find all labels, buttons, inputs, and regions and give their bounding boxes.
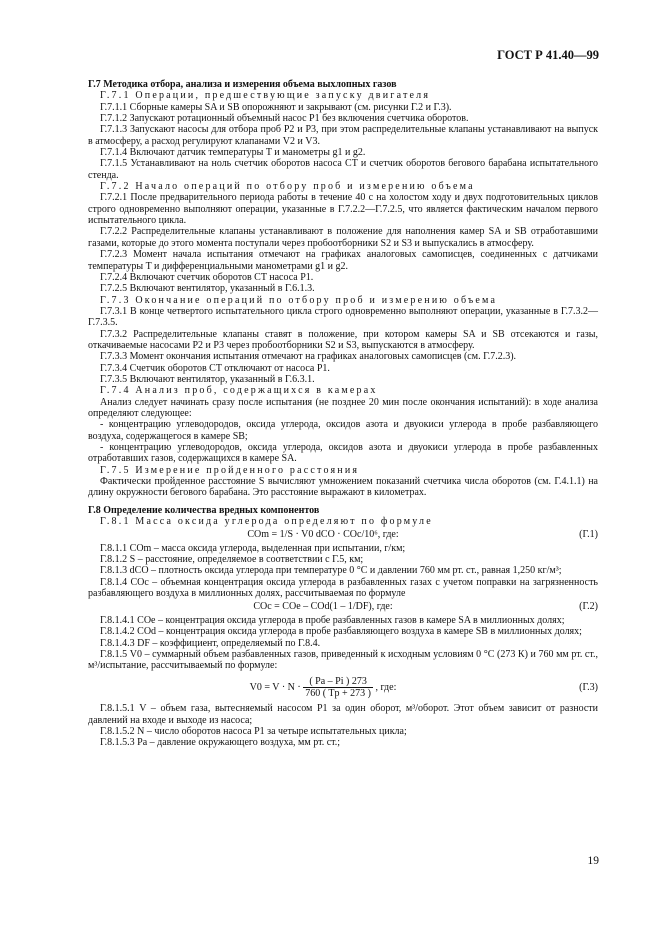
text-block-3 bbox=[88, 615, 598, 672]
paragraph: Г.8.1.5.3 Pa – давление окружающего воздуха, мм рт. ст.; bbox=[100, 737, 341, 749]
formula-g2-number: (Г.2) bbox=[579, 601, 598, 613]
subsection-heading: Г.7.3 Окончание операций по отбору проб и измерению объема bbox=[100, 294, 498, 306]
paragraph: Г.8.1.5.2 N – число оборотов насоса P1 за четыре испытательных цикла; bbox=[100, 725, 407, 737]
formula-g2-expression: COc = COe – COd(1 – 1/DF), где: bbox=[253, 601, 393, 613]
paragraph: Г.8.1.4.2 COd – концентрация оксида углерода в пробе разбавляющего воздуха в камере SB в миллионных долях; bbox=[100, 626, 582, 638]
paragraph: Г.7.3.3 Момент окончания испытания отмечают на графиках аналоговых самописцев (см. Г.7.2.3). bbox=[100, 351, 517, 363]
text-block-1 bbox=[88, 79, 598, 527]
subsection-heading: Г.8.1 Масса оксида углерода определяют по формуле bbox=[100, 516, 433, 528]
paragraph: Г.7.1.5 Устанавливают на ноль счетчик оборотов насоса CT и счетчик оборотов бегового барабана испытательного стенда. bbox=[88, 158, 598, 181]
formula-g1-expression: COm = 1/S · V0 dCO · COc/10⁶, где: bbox=[247, 529, 399, 541]
formula-g2 bbox=[88, 601, 598, 612]
subsection-heading: Г.7.5 Измерение пройденного расстояния bbox=[100, 464, 360, 476]
formula-g3-fraction bbox=[303, 676, 373, 700]
subsection-heading: Г.7.2 Начало операций по отбору проб и измерению объема bbox=[100, 181, 475, 193]
subsection-heading: Г.7.1 Операции, предшествующие запуску двигателя bbox=[100, 90, 431, 102]
paragraph: Г.8.1.4.3 DF – коэффициент, определяемый по Г.8.4. bbox=[100, 637, 321, 649]
formula-g1 bbox=[88, 529, 598, 540]
paragraph: Г.7.3.1 В конце четвертого испытательного цикла строго одновременно выполняют операции, указанные в Г.7.3.2—Г.7.3.5. bbox=[88, 305, 598, 329]
formula-g3-tail: , где: bbox=[375, 681, 397, 693]
paragraph: Г.7.1.2 Запускают ротационный объемный насос P1 без включения счетчика оборотов. bbox=[100, 113, 469, 125]
paragraph: Г.8.1.5 V0 – суммарный объем разбавленных газов, приведенный к исходным условиям 0 °С (273 К) и 760 мм рт. ст., м³/испытание, рассчитываемый по формуле: bbox=[88, 648, 598, 672]
formula-g3-lhs: V0 = V · N · bbox=[249, 681, 301, 693]
section-heading: Г.7 Методика отбора, анализа и измерения объема выхлопных газов bbox=[88, 79, 397, 90]
formula-g3-expression bbox=[88, 676, 558, 700]
paragraph: Г.7.1.4 Включают датчик температуры T и манометры g1 и g2. bbox=[100, 147, 366, 159]
paragraph: Г.8.1.3 dCO – плотность оксида углерода при температуре 0 °С и давлении 760 мм рт. ст., равная 1,250 кг/м³; bbox=[100, 565, 562, 577]
paragraph: Г.7.2.3 Момент начала испытания отмечают на графиках аналоговых самописцев, соединенных с датчиками температуры T и дифференциальными манометрами g1 и g2. bbox=[88, 249, 598, 272]
paragraph: Г.7.2.2 Распределительные клапаны устанавливают в положение для наполнения камер SA и SB отработавшими газами, которые до этого момента поступали через пробоотборники S2 и S3 и выпускались в атмосферу. bbox=[88, 226, 598, 249]
section-heading: Г.8 Определение количества вредных компонентов bbox=[88, 504, 320, 516]
formula-g1-number: (Г.1) bbox=[579, 529, 598, 541]
paragraph: Г.7.3.5 Включают вентилятор, указанный в Г.6.3.1. bbox=[100, 373, 315, 385]
document-body bbox=[88, 79, 598, 749]
paragraph: Г.7.3.4 Счетчик оборотов CT отключают от насоса P1. bbox=[100, 362, 330, 374]
subsection-heading: Г.7.4 Анализ проб, содержащихся в камерах bbox=[100, 385, 378, 397]
paragraph: Г.8.1.4 COc – объемная концентрация оксида углерода в разбавленных газах с учетом поправки на загрязненность разбавляющего воздуха в миллионных долях, рассчитываемая по формуле bbox=[88, 576, 598, 600]
paragraph: Г.7.2.1 После предварительного периода работы в течение 40 с на холостом ходу и двух подготовительных циклов строго одновременно выполняют операции, указанные в Г.7.2.2—Г.7.2.5, что является фактическим началом первого испытательного цикла. bbox=[88, 192, 598, 227]
formula-g3-number: (Г.3) bbox=[579, 681, 598, 693]
paragraph: Г.8.1.2 S – расстояние, определяемое в соответствии с Г.5, км; bbox=[100, 554, 364, 566]
page-number: 19 bbox=[587, 855, 599, 867]
formula-g3-numerator: ( Pa – Pi ) 273 bbox=[303, 676, 373, 688]
text-block-4 bbox=[88, 703, 598, 748]
text-block-2 bbox=[88, 543, 598, 600]
paragraph: Г.7.2.4 Включают счетчик оборотов CT насоса P1. bbox=[100, 271, 314, 283]
paragraph: Анализ следует начинать сразу после испытания (не позднее 20 мин после окончания испытаний): в ходе анализа определяют следующее: bbox=[88, 396, 598, 419]
document-header: ГОСТ Р 41.40—99 bbox=[497, 48, 599, 62]
paragraph: Фактически пройденное расстояние S вычисляют умножением показаний счетчика числа оборотов (см. Г.4.1.1) на длину окружности бегового барабана. Это расстояние выражают в километрах. bbox=[88, 476, 598, 499]
paragraph: Г.7.1.1 Сборные камеры SA и SB опорожняют и закрывают (см. рисунки Г.2 и Г.3). bbox=[100, 101, 452, 113]
formula-g3-denominator: 760 ( Tp + 273 ) bbox=[305, 687, 371, 699]
paragraph: Г.8.1.5.1 V – объем газа, вытесняемый насосом P1 за один оборот, м³/оборот. Этот объем зависит от разности давлений на входе и выходе из насоса; bbox=[88, 703, 598, 726]
paragraph: Г.7.1.3 Запускают насосы для отбора проб P2 и P3, при этом распределительные клапаны устанавливают на выпуск в атмосферу, а расход регулируют клапанами V2 и V3. bbox=[88, 124, 598, 147]
paragraph: Г.7.3.2 Распределительные клапаны ставят в положение, при котором камеры SA и SB отсекаются и газы, откачиваемые насосами P2 и P3 через пробоотборники S2 и S3, выпускаются в атмосферу. bbox=[88, 328, 598, 351]
paragraph: - концентрацию углеводородов, оксида углерода, оксидов азота и двуокиси углерода в пробе разбавляющего воздуха, содержащегося в камере SB; bbox=[88, 419, 598, 442]
paragraph: Г.7.2.5 Включают вентилятор, указанный в Г.6.1.3. bbox=[100, 283, 315, 295]
paragraph: - концентрацию углеводородов, оксида углерода, оксидов азота и двуокиси углерода в пробе разбавленных отработавших газов, содержащихся в камере SA. bbox=[88, 442, 598, 465]
formula-g3 bbox=[88, 676, 598, 700]
paragraph: Г.8.1.4.1 COe – концентрация оксида углерода в пробе разбавленных газов в камере SA в миллионных долях; bbox=[100, 614, 565, 626]
paragraph: Г.8.1.1 COm – масса оксида углерода, выделенная при испытании, г/км; bbox=[100, 542, 406, 554]
